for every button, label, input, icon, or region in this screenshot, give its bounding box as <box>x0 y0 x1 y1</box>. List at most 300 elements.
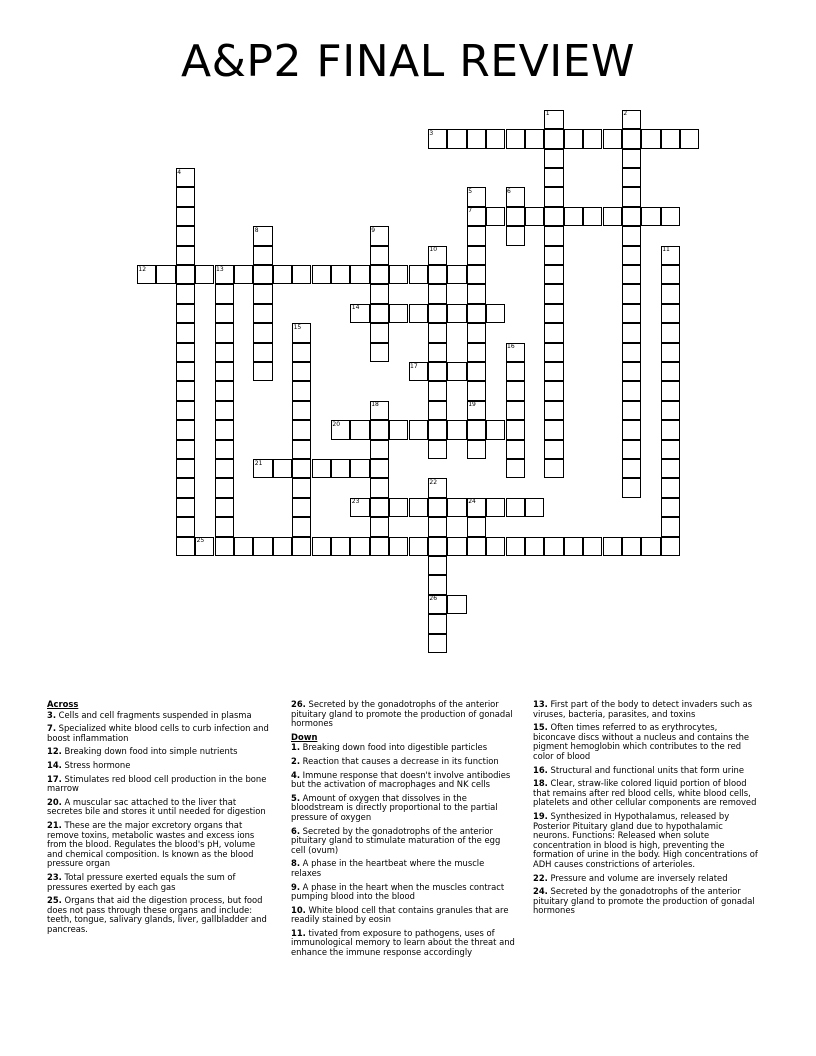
grid-cell[interactable] <box>176 381 195 400</box>
grid-cell[interactable] <box>506 226 525 245</box>
clue-text: Immune response that doesn't involve antibodies but the activation of macrophages and NK cells <box>291 769 511 790</box>
grid-cell[interactable] <box>428 595 447 614</box>
grid-cell[interactable] <box>622 187 641 206</box>
grid-cell[interactable] <box>447 304 466 323</box>
grid-cell[interactable] <box>409 265 428 284</box>
grid-cell[interactable] <box>622 459 641 478</box>
grid-cell[interactable] <box>370 323 389 342</box>
grid-cell[interactable] <box>176 284 195 303</box>
down-clue <box>291 883 517 902</box>
clue-number-label: 5 <box>468 187 473 195</box>
grid-cell[interactable] <box>661 401 680 420</box>
down-clue <box>291 743 517 753</box>
grid-cell[interactable] <box>622 401 641 420</box>
grid-cell[interactable] <box>661 498 680 517</box>
grid-cell[interactable] <box>215 440 234 459</box>
clue-number: 11. <box>291 927 306 938</box>
grid-cell[interactable] <box>215 401 234 420</box>
grid-cell[interactable] <box>331 459 350 478</box>
grid-cell[interactable] <box>544 323 563 342</box>
grid-cell[interactable] <box>641 129 660 148</box>
grid-cell[interactable] <box>428 129 447 148</box>
grid-cell[interactable] <box>215 381 234 400</box>
clue-number: 22. <box>533 872 548 883</box>
clue-number-label: 15 <box>293 323 302 331</box>
grid-cell[interactable] <box>661 343 680 362</box>
grid-cell[interactable] <box>176 304 195 323</box>
grid-cell[interactable] <box>350 265 369 284</box>
grid-cell[interactable] <box>622 129 641 148</box>
grid-cell[interactable] <box>389 304 408 323</box>
clue-number-label: 19 <box>468 401 476 409</box>
grid-cell[interactable] <box>447 129 466 148</box>
grid-cell[interactable] <box>234 265 253 284</box>
grid-cell[interactable] <box>350 537 369 556</box>
grid-cell[interactable] <box>273 265 292 284</box>
grid-cell[interactable] <box>428 362 447 381</box>
grid-cell[interactable] <box>253 537 272 556</box>
grid-cell[interactable] <box>467 265 486 284</box>
grid-cell[interactable] <box>661 420 680 439</box>
grid-cell[interactable] <box>544 284 563 303</box>
grid-cell[interactable] <box>428 556 447 575</box>
grid-cell[interactable] <box>137 265 156 284</box>
down-clue-list <box>291 743 517 957</box>
grid-cell[interactable] <box>370 401 389 420</box>
grid-cell[interactable] <box>428 323 447 342</box>
grid-cell[interactable] <box>467 323 486 342</box>
grid-cell[interactable] <box>215 517 234 536</box>
grid-cell[interactable] <box>176 478 195 497</box>
clue-number-label: 7 <box>468 207 473 215</box>
grid-cell[interactable] <box>370 246 389 265</box>
grid-cell[interactable] <box>544 440 563 459</box>
grid-cell[interactable] <box>622 304 641 323</box>
grid-cell[interactable] <box>506 129 525 148</box>
grid-cell[interactable] <box>370 304 389 323</box>
clue-number: 26. <box>291 699 306 709</box>
grid-cell[interactable] <box>603 129 622 148</box>
clue-number: 1. <box>291 742 301 753</box>
grid-cell[interactable] <box>603 537 622 556</box>
grid-cell[interactable] <box>525 129 544 148</box>
grid-cell[interactable] <box>661 284 680 303</box>
grid-cell[interactable] <box>583 129 602 148</box>
grid-cell[interactable] <box>370 420 389 439</box>
grid-cell[interactable] <box>292 537 311 556</box>
grid-cell[interactable] <box>331 420 350 439</box>
grid-cell[interactable] <box>622 284 641 303</box>
grid-cell[interactable] <box>506 381 525 400</box>
grid-cell[interactable] <box>506 537 525 556</box>
grid-cell[interactable] <box>622 149 641 168</box>
grid-cell[interactable] <box>467 537 486 556</box>
grid-cell[interactable] <box>661 207 680 226</box>
grid-cell[interactable] <box>215 459 234 478</box>
grid-cell[interactable] <box>622 168 641 187</box>
clue-text: First part of the body to detect invaders such as viruses, bacteria, parasites, and toxins <box>533 699 753 719</box>
grid-cell[interactable] <box>506 440 525 459</box>
grid-cell[interactable] <box>661 478 680 497</box>
grid-cell[interactable] <box>273 537 292 556</box>
grid-cell[interactable] <box>486 537 505 556</box>
grid-cell[interactable] <box>215 362 234 381</box>
grid-cell[interactable] <box>467 187 486 206</box>
grid-cell[interactable] <box>428 284 447 303</box>
grid-cell[interactable] <box>467 129 486 148</box>
grid-cell[interactable] <box>622 110 641 129</box>
grid-cell[interactable] <box>176 207 195 226</box>
across-clue <box>47 761 273 771</box>
grid-cell[interactable] <box>525 537 544 556</box>
grid-cell[interactable] <box>622 537 641 556</box>
grid-cell[interactable] <box>409 362 428 381</box>
clue-text: Reaction that causes a decrease in its function <box>300 755 499 766</box>
grid-cell[interactable] <box>622 265 641 284</box>
clues-column-1 <box>47 700 273 938</box>
grid-cell[interactable] <box>486 498 505 517</box>
grid-cell[interactable] <box>603 207 622 226</box>
grid-cell[interactable] <box>447 362 466 381</box>
grid-cell[interactable] <box>506 187 525 206</box>
grid-cell[interactable] <box>622 440 641 459</box>
grid-cell[interactable] <box>467 284 486 303</box>
grid-cell[interactable] <box>622 381 641 400</box>
grid-cell[interactable] <box>506 207 525 226</box>
clue-text: Total pressure exerted equals the sum of pressures exerted by each gas <box>47 871 236 892</box>
grid-cell[interactable] <box>292 323 311 342</box>
grid-cell[interactable] <box>641 207 660 226</box>
grid-cell[interactable] <box>292 420 311 439</box>
grid-cell[interactable] <box>176 401 195 420</box>
grid-cell[interactable] <box>389 537 408 556</box>
grid-cell[interactable] <box>253 265 272 284</box>
grid-cell[interactable] <box>661 459 680 478</box>
grid-cell[interactable] <box>661 129 680 148</box>
grid-cell[interactable] <box>486 129 505 148</box>
grid-cell[interactable] <box>370 284 389 303</box>
grid-cell[interactable] <box>253 226 272 245</box>
grid-cell[interactable] <box>544 129 563 148</box>
grid-cell[interactable] <box>544 168 563 187</box>
clue-number-label: 10 <box>429 246 438 254</box>
grid-cell[interactable] <box>661 304 680 323</box>
grid-cell[interactable] <box>292 517 311 536</box>
grid-cell[interactable] <box>350 420 369 439</box>
grid-cell[interactable] <box>544 401 563 420</box>
grid-cell[interactable] <box>215 304 234 323</box>
grid-cell[interactable] <box>622 323 641 342</box>
grid-cell[interactable] <box>622 246 641 265</box>
grid-cell[interactable] <box>195 265 214 284</box>
grid-cell[interactable] <box>467 304 486 323</box>
grid-cell[interactable] <box>661 362 680 381</box>
grid-cell[interactable] <box>506 401 525 420</box>
down-clue <box>533 779 759 808</box>
grid-cell[interactable] <box>176 265 195 284</box>
grid-cell[interactable] <box>176 246 195 265</box>
clue-number: 18. <box>533 778 548 789</box>
grid-cell[interactable] <box>428 575 447 594</box>
grid-cell[interactable] <box>312 537 331 556</box>
grid-cell[interactable] <box>564 207 583 226</box>
grid-cell[interactable] <box>215 537 234 556</box>
clue-text: These are the major excretory organs that remove toxins, metabolic wastes and excess ions from the blood. Regulates the blood's pH, volume and chemical composition. Is known as the blood pressure organ <box>47 819 256 869</box>
grid-cell[interactable] <box>292 265 311 284</box>
grid-cell[interactable] <box>622 343 641 362</box>
grid-cell[interactable] <box>544 110 563 129</box>
grid-cell[interactable] <box>428 265 447 284</box>
grid-cell[interactable] <box>506 420 525 439</box>
grid-cell[interactable] <box>215 323 234 342</box>
grid-cell[interactable] <box>544 304 563 323</box>
grid-cell[interactable] <box>467 207 486 226</box>
grid-cell[interactable] <box>661 323 680 342</box>
grid-cell[interactable] <box>331 537 350 556</box>
grid-cell[interactable] <box>176 517 195 536</box>
clue-number-label: 1 <box>545 110 550 118</box>
grid-cell[interactable] <box>350 459 369 478</box>
grid-cell[interactable] <box>447 420 466 439</box>
clue-text: Pressure and volume are inversely related <box>547 872 728 883</box>
grid-cell[interactable] <box>292 381 311 400</box>
grid-cell[interactable] <box>428 420 447 439</box>
grid-cell[interactable] <box>176 459 195 478</box>
grid-cell[interactable] <box>389 265 408 284</box>
clue-number: 9. <box>291 881 301 892</box>
grid-cell[interactable] <box>428 537 447 556</box>
grid-cell[interactable] <box>467 381 486 400</box>
grid-cell[interactable] <box>544 187 563 206</box>
grid-cell[interactable] <box>428 498 447 517</box>
grid-cell[interactable] <box>176 362 195 381</box>
clue-text: Breaking down food into digestible particles <box>300 742 488 753</box>
grid-cell[interactable] <box>370 517 389 536</box>
down-clue <box>533 887 759 916</box>
grid-cell[interactable] <box>467 498 486 517</box>
down-clue <box>291 757 517 767</box>
grid-cell[interactable] <box>544 207 563 226</box>
grid-cell[interactable] <box>409 537 428 556</box>
grid-cell[interactable] <box>253 343 272 362</box>
grid-cell[interactable] <box>428 381 447 400</box>
clue-number: 17. <box>47 773 62 784</box>
clue-text: Cells and cell fragments suspended in plasma <box>56 709 252 720</box>
clue-text: tivated from exposure to pathogens, uses of immunological memory to learn about the threat and enhance the immune response accordingly <box>291 927 515 958</box>
grid-cell[interactable] <box>350 498 369 517</box>
grid-cell[interactable] <box>428 614 447 633</box>
grid-cell[interactable] <box>525 207 544 226</box>
clue-number-label: 9 <box>371 226 376 234</box>
clue-number: 13. <box>533 699 548 709</box>
grid-cell[interactable] <box>292 440 311 459</box>
grid-cell[interactable] <box>273 459 292 478</box>
grid-cell[interactable] <box>447 265 466 284</box>
clue-number: 20. <box>47 796 62 807</box>
grid-cell[interactable] <box>253 323 272 342</box>
grid-cell[interactable] <box>370 537 389 556</box>
grid-cell[interactable] <box>544 420 563 439</box>
clue-number-label: 3 <box>429 129 434 137</box>
grid-cell[interactable] <box>156 265 175 284</box>
grid-cell[interactable] <box>215 284 234 303</box>
down-clue <box>533 723 759 761</box>
grid-cell[interactable] <box>370 498 389 517</box>
grid-cell[interactable] <box>661 381 680 400</box>
grid-cell[interactable] <box>215 478 234 497</box>
grid-cell[interactable] <box>506 459 525 478</box>
grid-cell[interactable] <box>176 537 195 556</box>
grid-cell[interactable] <box>215 420 234 439</box>
across-clue <box>47 896 273 934</box>
grid-cell[interactable] <box>486 420 505 439</box>
grid-cell[interactable] <box>428 478 447 497</box>
grid-cell[interactable] <box>583 537 602 556</box>
grid-cell[interactable] <box>661 246 680 265</box>
grid-cell[interactable] <box>370 265 389 284</box>
grid-cell[interactable] <box>215 343 234 362</box>
clue-text: White blood cell that contains granules that are readily stained by eosin <box>291 904 509 925</box>
grid-cell[interactable] <box>176 440 195 459</box>
grid-cell[interactable] <box>544 381 563 400</box>
grid-cell[interactable] <box>176 498 195 517</box>
grid-cell[interactable] <box>467 440 486 459</box>
grid-cell[interactable] <box>506 498 525 517</box>
grid-cell[interactable] <box>292 362 311 381</box>
clue-number-label: 22 <box>429 478 438 486</box>
grid-cell[interactable] <box>622 478 641 497</box>
grid-cell[interactable] <box>370 478 389 497</box>
clue-number-label: 14 <box>351 304 360 312</box>
grid-cell[interactable] <box>467 517 486 536</box>
clue-text: Amount of oxygen that dissolves in the bloodstream is directly proportional to the partial pressure of oxygen <box>291 792 498 822</box>
clue-number-label: 18 <box>371 401 379 409</box>
across-clue <box>47 821 273 869</box>
grid-cell[interactable] <box>428 246 447 265</box>
grid-cell[interactable] <box>486 304 505 323</box>
grid-cell[interactable] <box>467 226 486 245</box>
grid-cell[interactable] <box>176 323 195 342</box>
grid-cell[interactable] <box>544 459 563 478</box>
grid-cell[interactable] <box>292 401 311 420</box>
grid-cell[interactable] <box>544 226 563 245</box>
grid-cell[interactable] <box>389 420 408 439</box>
grid-cell[interactable] <box>680 129 699 148</box>
grid-cell[interactable] <box>622 362 641 381</box>
grid-cell[interactable] <box>370 459 389 478</box>
grid-cell[interactable] <box>292 478 311 497</box>
grid-cell[interactable] <box>661 537 680 556</box>
grid-cell[interactable] <box>467 420 486 439</box>
grid-cell[interactable] <box>253 304 272 323</box>
grid-cell[interactable] <box>622 226 641 245</box>
grid-cell[interactable] <box>253 284 272 303</box>
grid-cell[interactable] <box>370 226 389 245</box>
grid-cell[interactable] <box>370 343 389 362</box>
across-clue <box>47 747 273 757</box>
grid-cell[interactable] <box>583 207 602 226</box>
grid-cell[interactable] <box>253 362 272 381</box>
grid-cell[interactable] <box>292 498 311 517</box>
grid-cell[interactable] <box>661 517 680 536</box>
grid-cell[interactable] <box>176 187 195 206</box>
grid-cell[interactable] <box>544 537 563 556</box>
clue-number-label: 13 <box>216 265 224 273</box>
grid-cell[interactable] <box>467 343 486 362</box>
grid-cell[interactable] <box>428 634 447 653</box>
grid-cell[interactable] <box>428 304 447 323</box>
grid-cell[interactable] <box>350 304 369 323</box>
grid-cell[interactable] <box>506 343 525 362</box>
grid-cell[interactable] <box>428 401 447 420</box>
grid-cell[interactable] <box>253 459 272 478</box>
grid-cell[interactable] <box>176 343 195 362</box>
grid-cell[interactable] <box>506 362 525 381</box>
grid-cell[interactable] <box>622 207 641 226</box>
grid-cell[interactable] <box>234 537 253 556</box>
clue-number: 25. <box>47 895 62 906</box>
grid-cell[interactable] <box>312 459 331 478</box>
down-clue <box>291 929 517 958</box>
grid-cell[interactable] <box>292 459 311 478</box>
grid-cell[interactable] <box>428 440 447 459</box>
clue-number-label: 11 <box>662 246 670 254</box>
grid-cell[interactable] <box>641 537 660 556</box>
across-clue <box>47 711 273 721</box>
grid-cell[interactable] <box>195 537 214 556</box>
grid-cell[interactable] <box>467 401 486 420</box>
grid-cell[interactable] <box>215 498 234 517</box>
grid-cell[interactable] <box>467 362 486 381</box>
grid-cell[interactable] <box>331 265 350 284</box>
grid-cell[interactable] <box>292 343 311 362</box>
clue-text: A phase in the heart when the muscles contract pumping blood into the blood <box>291 881 505 902</box>
grid-cell[interactable] <box>447 537 466 556</box>
grid-cell[interactable] <box>661 265 680 284</box>
grid-cell[interactable] <box>525 498 544 517</box>
grid-cell[interactable] <box>486 207 505 226</box>
grid-cell[interactable] <box>544 343 563 362</box>
grid-cell[interactable] <box>253 246 272 265</box>
grid-cell[interactable] <box>409 420 428 439</box>
across-clue <box>47 873 273 892</box>
grid-cell[interactable] <box>409 498 428 517</box>
grid-cell[interactable] <box>564 129 583 148</box>
grid-cell[interactable] <box>176 226 195 245</box>
grid-cell[interactable] <box>564 537 583 556</box>
grid-cell[interactable] <box>312 265 331 284</box>
grid-cell[interactable] <box>447 498 466 517</box>
grid-cell[interactable] <box>215 265 234 284</box>
grid-cell[interactable] <box>176 168 195 187</box>
grid-cell[interactable] <box>661 440 680 459</box>
grid-cell[interactable] <box>544 265 563 284</box>
grid-cell[interactable] <box>544 149 563 168</box>
grid-cell[interactable] <box>370 440 389 459</box>
grid-cell[interactable] <box>447 595 466 614</box>
grid-cell[interactable] <box>428 517 447 536</box>
grid-cell[interactable] <box>622 420 641 439</box>
grid-cell[interactable] <box>544 246 563 265</box>
grid-cell[interactable] <box>176 420 195 439</box>
across-clue <box>47 724 273 743</box>
grid-cell[interactable] <box>544 362 563 381</box>
grid-cell[interactable] <box>467 246 486 265</box>
grid-cell[interactable] <box>389 498 408 517</box>
grid-cell[interactable] <box>428 343 447 362</box>
down-clue <box>291 859 517 878</box>
grid-cell[interactable] <box>409 304 428 323</box>
